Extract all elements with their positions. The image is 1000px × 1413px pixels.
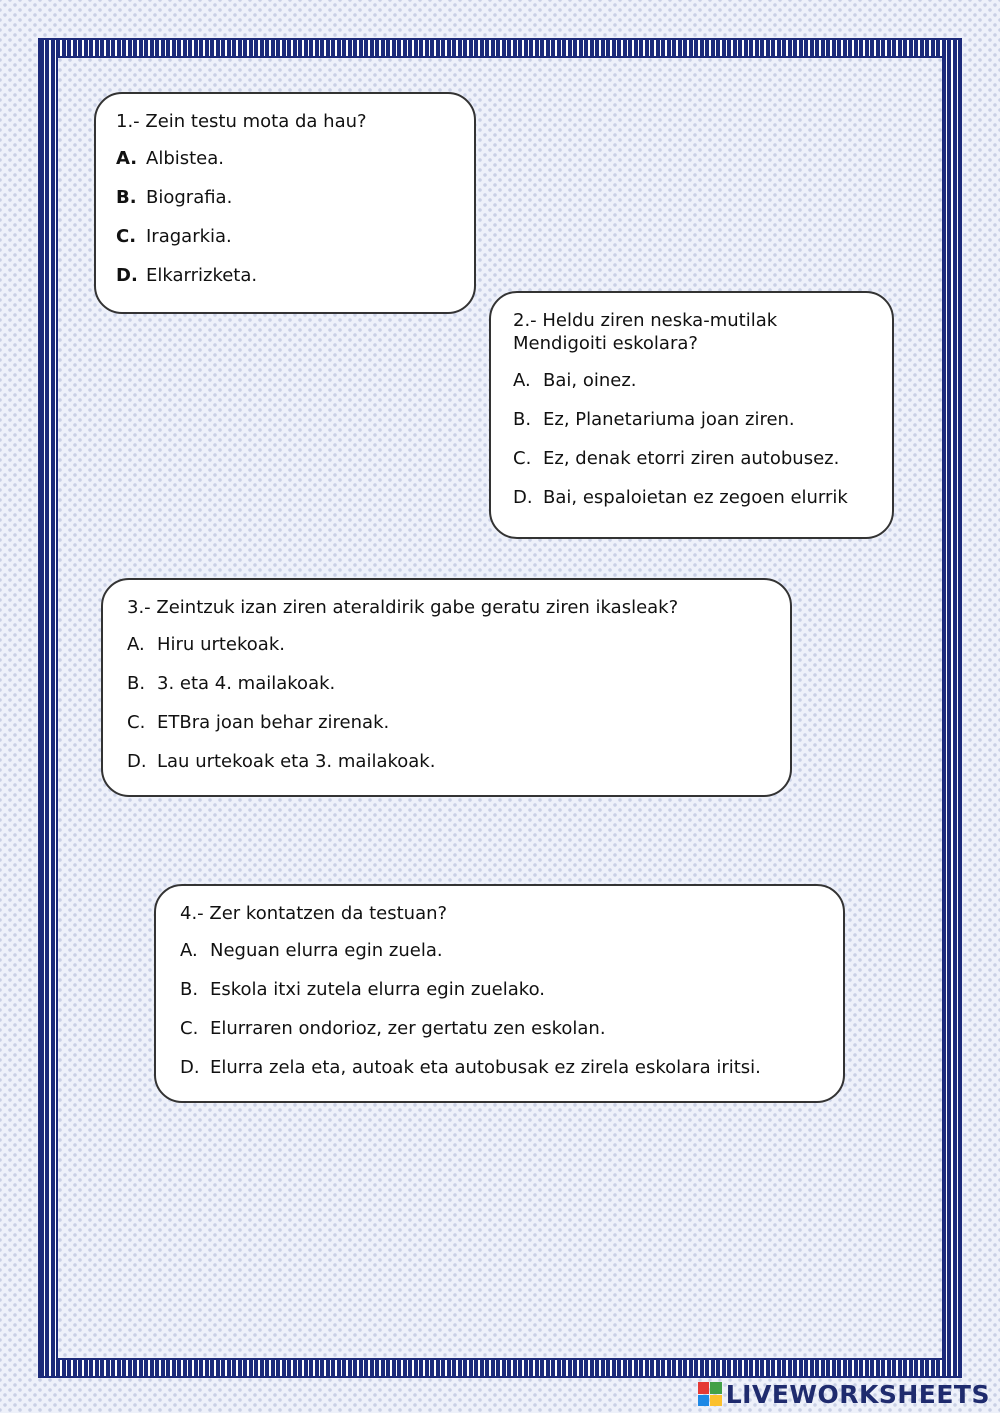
answer-option-d[interactable]: D. Elkarrizketa. — [116, 265, 258, 286]
question-text: 2.- Heldu ziren neska-mutilak Mendigoiti eskolara? — [513, 310, 778, 354]
answer-option-a[interactable]: A. Hiru urtekoak. — [127, 634, 285, 655]
answer-option-a[interactable]: A. Bai, oinez. — [513, 370, 637, 391]
liveworksheets-brand — [698, 1379, 990, 1409]
question-text: 3.- Zeintzuk izan ziren ateraldirik gabe geratu ziren ikasleak? — [127, 597, 679, 618]
answer-option-d[interactable]: D. Lau urtekoak eta 3. mailakoak. — [127, 751, 436, 772]
answer-option-c[interactable]: C. ETBra joan behar zirenak. — [127, 712, 390, 733]
brand-name: LIVEWORKSHEETS — [725, 1379, 990, 1409]
question-card-1 — [94, 92, 476, 314]
answer-option-d[interactable]: D. Elurra zela eta, autoak eta autobusak ez zirela eskolara iritsi. — [180, 1057, 761, 1078]
answer-option-b[interactable]: B. Ez, Planetariuma joan ziren. — [513, 409, 795, 430]
answer-option-a[interactable]: A. Albistea. — [116, 148, 225, 169]
question-card-3 — [101, 578, 792, 797]
question-card-2 — [489, 291, 894, 539]
answer-option-b[interactable]: B. Eskola itxi zutela elurra egin zuelako. — [180, 979, 545, 1000]
question-text: 4.- Zer kontatzen da testuan? — [180, 903, 448, 924]
question-text: 1.- Zein testu mota da hau? — [116, 111, 367, 132]
answer-option-d[interactable]: D. Bai, espaloietan ez zegoen elurrik — [513, 487, 848, 508]
answer-option-c[interactable]: C. Iragarkia. — [116, 226, 232, 247]
question-card-4 — [154, 884, 845, 1103]
answer-option-b[interactable]: B. 3. eta 4. mailakoak. — [127, 673, 336, 694]
answer-option-b[interactable]: B. Biografia. — [116, 187, 233, 208]
answer-option-c[interactable]: C. Ez, denak etorri ziren autobusez. — [513, 448, 840, 469]
answer-option-c[interactable]: C. Elurraren ondorioz, zer gertatu zen eskolan. — [180, 1018, 606, 1039]
liveworksheets-logo-icon — [698, 1382, 722, 1406]
answer-option-a[interactable]: A. Neguan elurra egin zuela. — [180, 940, 443, 961]
